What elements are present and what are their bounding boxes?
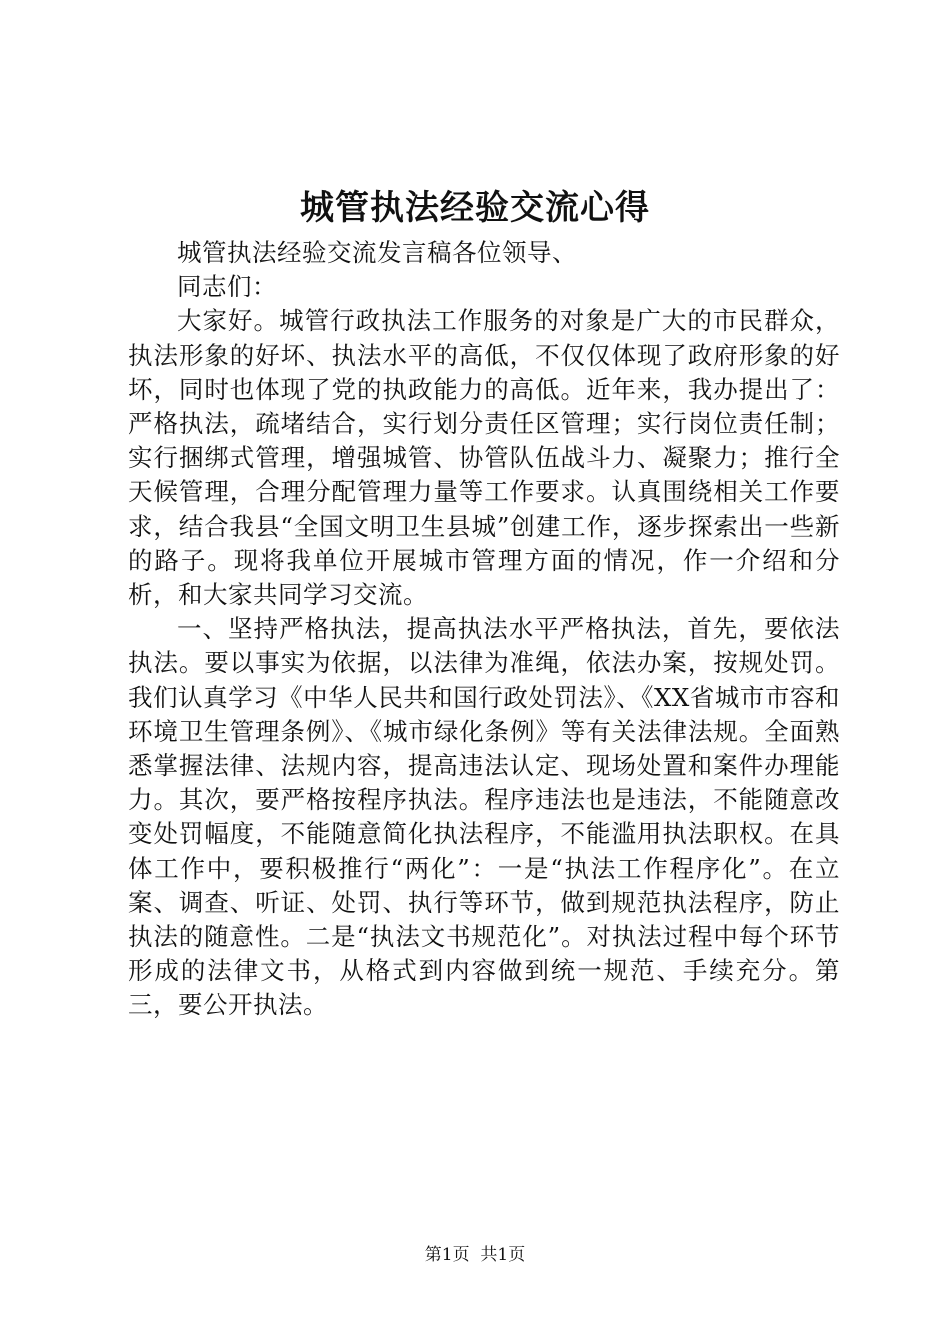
page-footer: 第1页 共1页 (424, 1245, 526, 1265)
greeting-line: 城管执法经验交流发言稿各位领导、 (177, 238, 577, 267)
document-title: 城管执法经验交流心得 (300, 188, 650, 228)
salutation-line: 同志们： (177, 272, 277, 302)
section-one-paragraph: 一、坚持严格执法，提高执法水平严格执法，首先，要依法执法。要以事实为依据，以法律为准绳，依法办案，按规处罚。我们认真学习《中华人民共和国行政处罚法》、《XX省城市市容和环境卫生管理条例》、《城市绿化条例》等有关法律法规。全面熟悉掌握法律、法规内容，提高违法认定、现场处置和案件办理能力。其次，要严格按程序执法。程序违法也是违法，不能随意改变处罚幅度，不能随意简化执法程序，不能滥用执法职权。在具体工作中，要积极推行“两化”：一是“执法工作程序化”。在立案、调查、听证、处罚、执行等环节，做到规范执法程序，防止执法的随意性。二是“执法文书规范化”。对执法过程中每个环节形成的法律文书，从格式到内容做到统一规范、手续充分。第三，要公开执法。 (128, 614, 840, 1020)
intro-paragraph: 大家好。城管行政执法工作服务的对象是广大的市民群众，执法形象的好坏、执法水平的高低，不仅仅体现了政府形象的好坏，同时也体现了党的执政能力的高低。近年来，我办提出了：严格执法，疏堵结合，实行划分责任区管理；实行岗位责任制；实行捆绑式管理，增强城管、协管队伍战斗力、凝聚力；推行全天候管理，合理分配管理力量等工作要求。认真围绕相关工作要求，结合我县“全国文明卫生县城”创建工作，逐步探索出一些新的路子。现将我单位开展城市管理方面的情况，作一介绍和分析，和大家共同学习交流。 (128, 306, 840, 610)
document-body (128, 236, 840, 1023)
